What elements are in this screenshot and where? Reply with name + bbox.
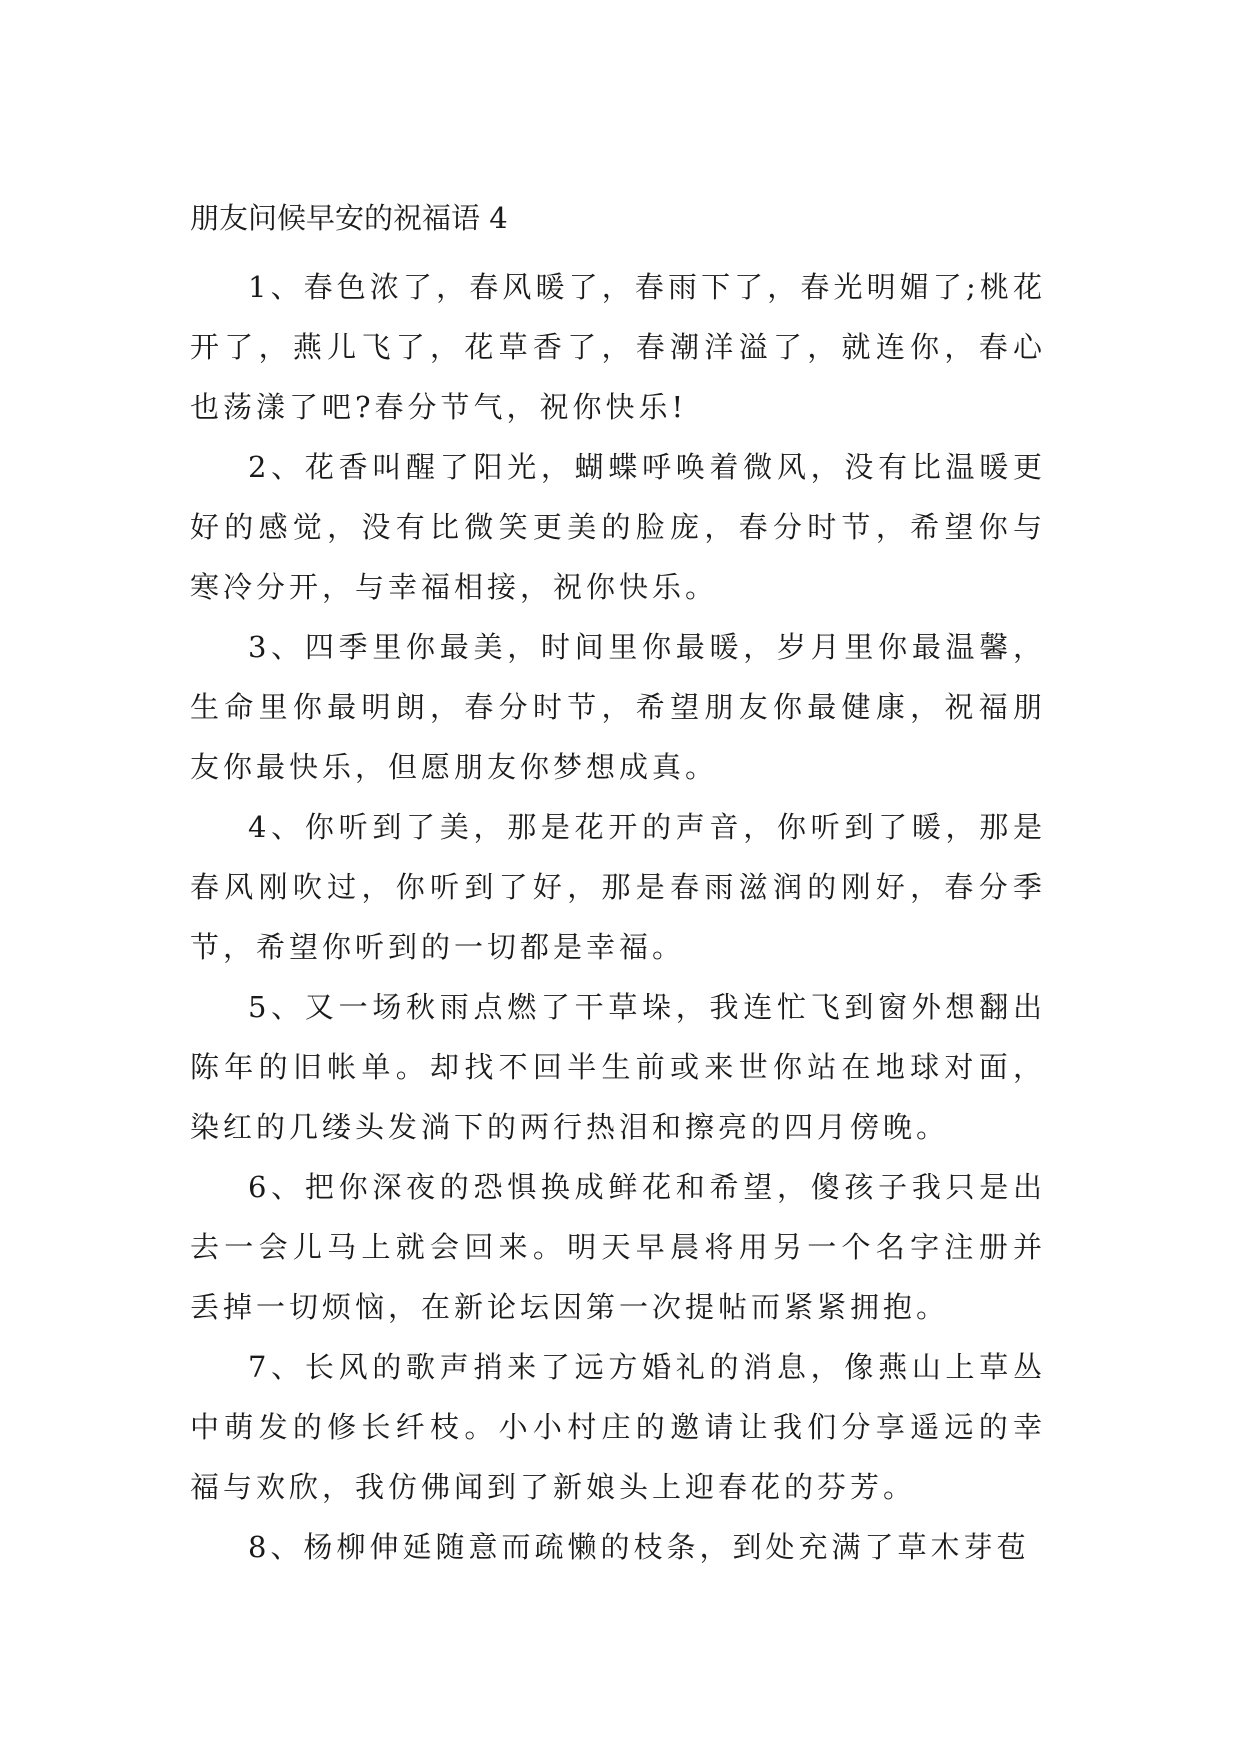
paragraph-7: 7、长风的歌声捎来了远方婚礼的消息，像燕山上草丛中萌发的修长纤枝。小小村庄的邀请让我们分享遥远的幸福与欢欣，我仿佛闻到了新娘头上迎春花的芬芳。 bbox=[190, 1350, 1046, 1504]
paragraph-6: 6、把你深夜的恐惧换成鲜花和希望，傻孩子我只是出去一会儿马上就会回来。明天早晨将用另一个名字注册并丢掉一切烦恼，在新论坛因第一次提帖而紧紧拥抱。 bbox=[190, 1170, 1046, 1324]
document-page bbox=[190, 195, 1046, 1577]
paragraph-1: 1、春色浓了，春风暖了，春雨下了，春光明媚了;桃花开了，燕儿飞了，花草香了，春潮洋溢了，就连你，春心也荡漾了吧?春分节气，祝你快乐! bbox=[190, 270, 1046, 424]
paragraph-4: 4、你听到了美，那是花开的声音，你听到了暖，那是春风刚吹过，你听到了好，那是春雨滋润的刚好，春分季节，希望你听到的一切都是幸福。 bbox=[190, 810, 1046, 964]
paragraph-5: 5、又一场秋雨点燃了干草垛，我连忙飞到窗外想翻出陈年的旧帐单。却找不回半生前或来世你站在地球对面，染红的几缕头发淌下的两行热泪和擦亮的四月傍晚。 bbox=[190, 990, 1046, 1144]
paragraph-2: 2、花香叫醒了阳光，蝴蝶呼唤着微风，没有比温暖更好的感觉，没有比微笑更美的脸庞，春分时节，希望你与寒冷分开，与幸福相接，祝你快乐。 bbox=[190, 450, 1046, 604]
document-title: 朋友问候早安的祝福语 4 bbox=[190, 201, 508, 235]
paragraph-8: 8、杨柳伸延随意而疏懒的枝条，到处充满了草木芽苞 bbox=[248, 1530, 1030, 1564]
paragraph-3: 3、四季里你最美，时间里你最暖，岁月里你最温馨，生命里你最明朗，春分时节，希望朋友你最健康，祝福朋友你最快乐，但愿朋友你梦想成真。 bbox=[190, 630, 1046, 784]
